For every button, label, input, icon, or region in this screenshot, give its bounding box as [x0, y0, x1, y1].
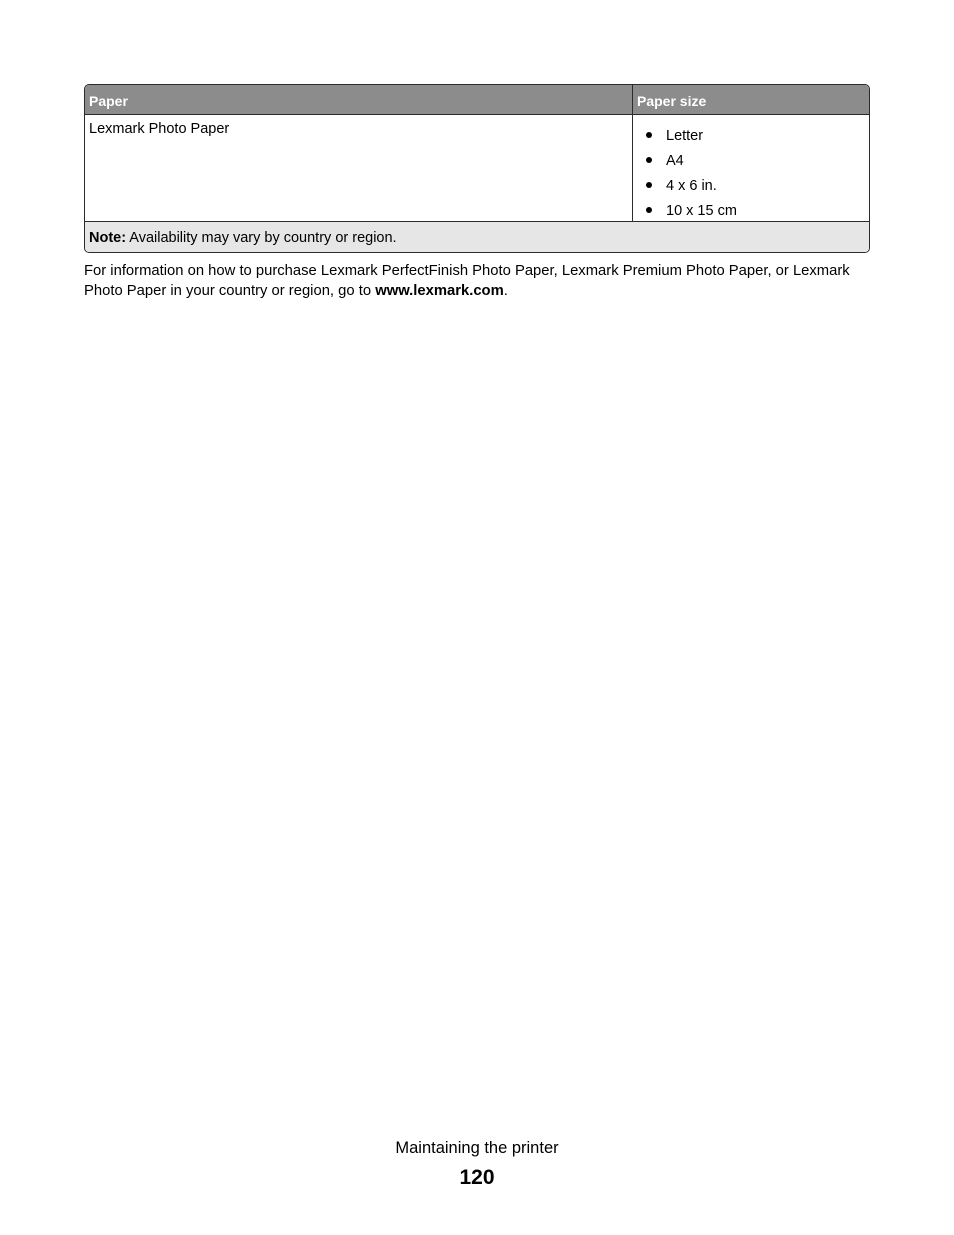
page-number: 120 — [459, 1166, 495, 1189]
paper-size-column-header: Paper size — [637, 93, 707, 109]
purchase-info-end: . — [503, 283, 508, 299]
paper-size-list — [637, 121, 869, 223]
paper-size-table — [84, 84, 870, 253]
bullet-icon — [646, 132, 652, 138]
paper-size-label: 10 x 15 cm — [666, 202, 737, 219]
note-label: Note: — [89, 230, 127, 246]
paper-size-label: 4 x 6 in. — [666, 177, 717, 194]
bullet-icon — [646, 207, 652, 213]
paper-name-cell: Lexmark Photo Paper — [85, 115, 633, 221]
list-item — [646, 148, 869, 173]
table-header-row — [85, 85, 869, 115]
paper-size-label: A4 — [666, 152, 684, 169]
purchase-info-paragraph — [84, 261, 874, 301]
paper-size-label: Letter — [666, 127, 704, 144]
note-text: Availability may vary by country or region. — [126, 230, 397, 246]
paper-column-header: Paper — [85, 85, 633, 114]
purchase-info-text: For information on how to purchase Lexmark PerfectFinish Photo Paper, Lexmark Premium Photo Paper, or Lexmark Photo Paper in your country or region, go to — [84, 263, 850, 299]
table-note-row — [85, 222, 869, 252]
bullet-icon — [646, 157, 652, 163]
paper-sizes-cell — [633, 115, 869, 221]
lexmark-website-link[interactable]: www.lexmark.com — [375, 283, 504, 299]
list-item — [646, 198, 869, 223]
bullet-icon — [646, 182, 652, 188]
footer-section-title: Maintaining the printer — [395, 1139, 559, 1157]
table-row — [85, 115, 869, 222]
list-item — [646, 123, 869, 148]
list-item — [646, 173, 869, 198]
